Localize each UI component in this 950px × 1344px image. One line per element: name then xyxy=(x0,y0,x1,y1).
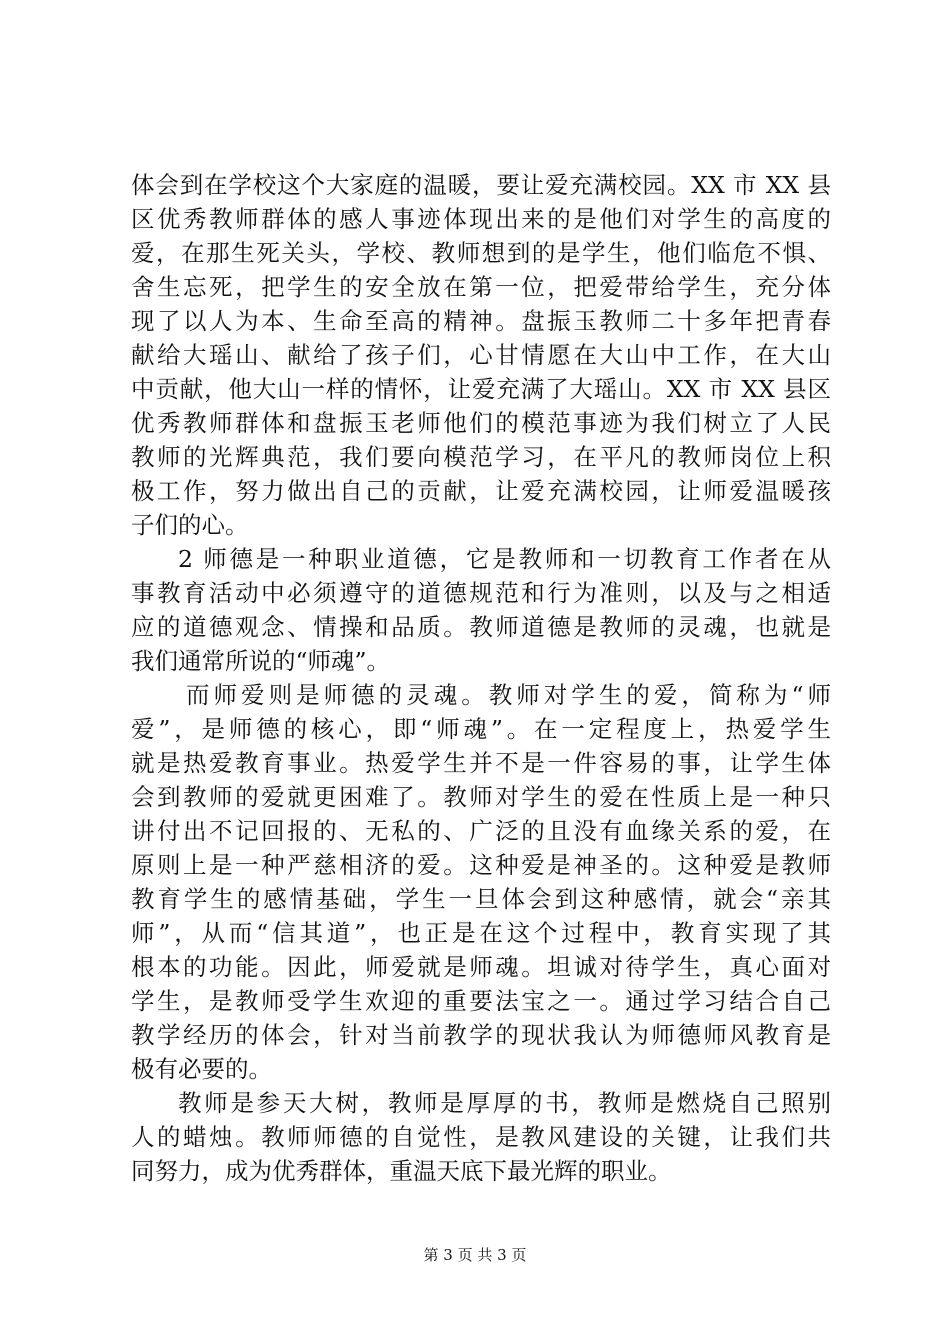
text-line: 学生，是教师受学生欢迎的重要法宝之一。通过学习结合自己 xyxy=(131,987,831,1015)
text-line: 爱，在那生死关头，学校、教师想到的是学生，他们临危不惧、 xyxy=(131,239,831,267)
text-line: 中贡献，他大山一样的情怀，让爱充满了大瑶山。XX 市 XX 县区 xyxy=(131,375,831,403)
text-line: 应的道德观念、情操和品质。教师道德是教师的灵魂，也就是 xyxy=(131,613,831,641)
text-line: 区优秀教师群体的感人事迹体现出来的是他们对学生的高度的 xyxy=(131,205,831,233)
text-line: 同努力，成为优秀群体，重温天底下最光辉的职业。 xyxy=(131,1157,672,1185)
text-line: 教师的光辉典范，我们要向模范学习，在平凡的教师岗位上积 xyxy=(131,443,831,471)
document-body xyxy=(131,168,831,1188)
text-line: 人的蜡烛。教师师德的自觉性，是教风建设的关键，让我们共 xyxy=(131,1123,831,1151)
text-line: 教学经历的体会，针对当前教学的现状我认为师德师风教育是 xyxy=(131,1021,831,1049)
text-line: 优秀教师群体和盘振玉老师他们的模范事迹为我们树立了人民 xyxy=(131,409,831,437)
page-footer: 第 3 页 共 3 页 xyxy=(423,1246,527,1264)
text-line: 会到教师的爱就更困难了。教师对学生的爱在性质上是一种只 xyxy=(131,783,831,811)
text-line: 极有必要的。 xyxy=(131,1055,272,1083)
text-line: 现了以人为本、生命至高的精神。盘振玉教师二十多年把青春 xyxy=(131,307,831,335)
text-line: 根本的功能。因此，师爱就是师魂。坦诚对待学生，真心面对 xyxy=(131,953,831,981)
text-line: 爱”，是师德的核心，即“师魂”。在一定程度上，热爱学生 xyxy=(131,715,831,743)
text-line: 我们通常所说的“师魂”。 xyxy=(131,647,391,675)
text-line: 讲付出不记回报的、无私的、广泛的且没有血缘关系的爱，在 xyxy=(131,817,831,845)
text-line: 教育学生的感情基础，学生一旦体会到这种感情，就会“亲其 xyxy=(131,885,831,913)
text-line: 体会到在学校这个大家庭的温暖，要让爱充满校园。XX 市 XX 县 xyxy=(131,171,831,199)
text-line: 就是热爱教育事业。热爱学生并不是一件容易的事，让学生体 xyxy=(131,749,831,777)
text-line: 2 师德是一种职业道德，它是教师和一切教育工作者在从 xyxy=(178,545,831,573)
text-line: 教师是参天大树，教师是厚厚的书，教师是燃烧自己照别 xyxy=(178,1089,831,1117)
text-line: 事教育活动中必须遵守的道德规范和行为准则，以及与之相适 xyxy=(131,579,831,607)
text-line: 师”，从而“信其道”，也正是在这个过程中，教育实现了其 xyxy=(131,919,831,947)
text-line: 而师爱则是师德的灵魂。教师对学生的爱，简称为“师 xyxy=(186,681,831,709)
text-line: 原则上是一种严慈相济的爱。这种爱是神圣的。这种爱是教师 xyxy=(131,851,831,879)
text-line: 舍生忘死，把学生的安全放在第一位，把爱带给学生，充分体 xyxy=(131,273,831,301)
text-line: 子们的心。 xyxy=(131,511,249,539)
text-line: 极工作，努力做出自己的贡献，让爱充满校园，让师爱温暖孩 xyxy=(131,477,831,505)
text-line: 献给大瑶山、献给了孩子们，心甘情愿在大山中工作，在大山 xyxy=(131,341,831,369)
